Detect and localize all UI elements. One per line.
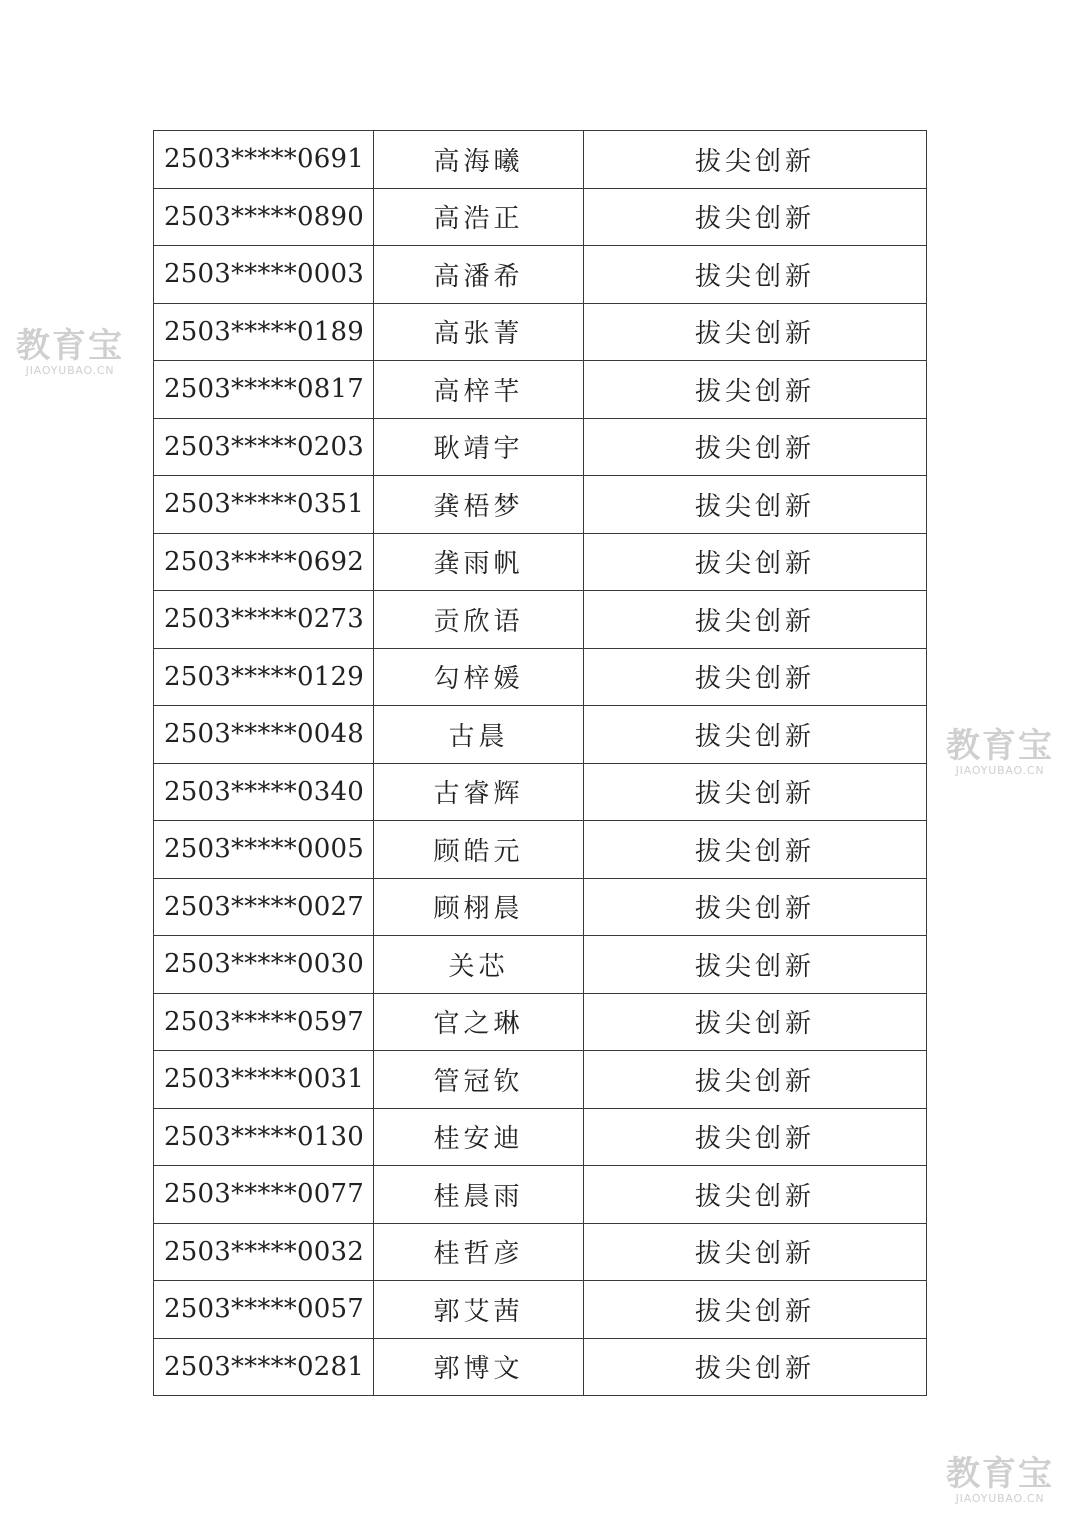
id-cell: 2503*****0189 — [154, 303, 374, 361]
name-cell: 龚梧梦 — [374, 476, 584, 534]
id-cell: 2503*****0692 — [154, 533, 374, 591]
table-row — [154, 303, 927, 361]
category-cell: 拔尖创新 — [584, 361, 927, 419]
id-cell: 2503*****0077 — [154, 1166, 374, 1224]
name-cell: 高海曦 — [374, 131, 584, 189]
id-cell: 2503*****0597 — [154, 993, 374, 1051]
watermark-logo — [16, 328, 124, 378]
id-cell: 2503*****0281 — [154, 1338, 374, 1396]
table-row — [154, 936, 927, 994]
id-cell: 2503*****0048 — [154, 706, 374, 764]
name-cell: 古睿辉 — [374, 763, 584, 821]
table-row — [154, 246, 927, 304]
table-row — [154, 591, 927, 649]
name-cell: 高潘希 — [374, 246, 584, 304]
table-row — [154, 763, 927, 821]
category-cell: 拔尖创新 — [584, 303, 927, 361]
category-cell: 拔尖创新 — [584, 821, 927, 879]
category-cell: 拔尖创新 — [584, 418, 927, 476]
id-cell: 2503*****0340 — [154, 763, 374, 821]
category-cell: 拔尖创新 — [584, 533, 927, 591]
category-cell: 拔尖创新 — [584, 1051, 927, 1109]
watermark-url: JIAOYUBAO.CN — [25, 364, 115, 377]
category-cell: 拔尖创新 — [584, 188, 927, 246]
name-cell: 勾梓媛 — [374, 648, 584, 706]
name-cell: 官之琳 — [374, 993, 584, 1051]
table-body — [154, 131, 927, 1396]
table-row — [154, 533, 927, 591]
category-cell: 拔尖创新 — [584, 1281, 927, 1339]
table-row — [154, 188, 927, 246]
name-cell: 桂安迪 — [374, 1108, 584, 1166]
id-cell: 2503*****0005 — [154, 821, 374, 879]
name-cell: 高张菁 — [374, 303, 584, 361]
table-row — [154, 1338, 927, 1396]
id-cell: 2503*****0030 — [154, 936, 374, 994]
name-cell: 顾栩晨 — [374, 878, 584, 936]
category-cell: 拔尖创新 — [584, 706, 927, 764]
name-cell: 郭博文 — [374, 1338, 584, 1396]
category-cell: 拔尖创新 — [584, 936, 927, 994]
id-cell: 2503*****0203 — [154, 418, 374, 476]
name-cell: 桂哲彦 — [374, 1223, 584, 1281]
id-cell: 2503*****0691 — [154, 131, 374, 189]
table-row — [154, 418, 927, 476]
name-cell: 贡欣语 — [374, 591, 584, 649]
id-cell: 2503*****0027 — [154, 878, 374, 936]
id-cell: 2503*****0351 — [154, 476, 374, 534]
category-cell: 拔尖创新 — [584, 993, 927, 1051]
admission-list-table — [153, 130, 927, 1396]
table-row — [154, 1166, 927, 1224]
category-cell: 拔尖创新 — [584, 476, 927, 534]
name-cell: 管冠钦 — [374, 1051, 584, 1109]
watermark-text: 教育宝 — [16, 326, 124, 366]
category-cell: 拔尖创新 — [584, 763, 927, 821]
id-cell: 2503*****0130 — [154, 1108, 374, 1166]
table-row — [154, 476, 927, 534]
name-cell: 耿靖宇 — [374, 418, 584, 476]
category-cell: 拔尖创新 — [584, 1108, 927, 1166]
name-cell: 龚雨帆 — [374, 533, 584, 591]
category-cell: 拔尖创新 — [584, 591, 927, 649]
table-row — [154, 993, 927, 1051]
name-cell: 高浩正 — [374, 188, 584, 246]
name-cell: 桂晨雨 — [374, 1166, 584, 1224]
table-row — [154, 1281, 927, 1339]
watermark-logo — [946, 1456, 1054, 1506]
name-cell: 郭艾茜 — [374, 1281, 584, 1339]
id-cell: 2503*****0031 — [154, 1051, 374, 1109]
id-cell: 2503*****0129 — [154, 648, 374, 706]
id-cell: 2503*****0817 — [154, 361, 374, 419]
table-row — [154, 131, 927, 189]
category-cell: 拔尖创新 — [584, 1223, 927, 1281]
id-cell: 2503*****0032 — [154, 1223, 374, 1281]
watermark-text: 教育宝 — [946, 1454, 1054, 1494]
id-cell: 2503*****0890 — [154, 188, 374, 246]
watermark-url: JIAOYUBAO.CN — [955, 764, 1045, 777]
table-row — [154, 648, 927, 706]
watermark-text: 教育宝 — [946, 726, 1054, 766]
table-row — [154, 1108, 927, 1166]
table-row — [154, 1051, 927, 1109]
category-cell: 拔尖创新 — [584, 1338, 927, 1396]
id-cell: 2503*****0273 — [154, 591, 374, 649]
category-cell: 拔尖创新 — [584, 246, 927, 304]
name-cell: 古晨 — [374, 706, 584, 764]
table-row — [154, 1223, 927, 1281]
category-cell: 拔尖创新 — [584, 131, 927, 189]
table-row — [154, 706, 927, 764]
table-row — [154, 361, 927, 419]
name-cell: 高梓芊 — [374, 361, 584, 419]
table-row — [154, 821, 927, 879]
id-cell: 2503*****0057 — [154, 1281, 374, 1339]
table-row — [154, 878, 927, 936]
category-cell: 拔尖创新 — [584, 1166, 927, 1224]
name-cell: 顾皓元 — [374, 821, 584, 879]
id-cell: 2503*****0003 — [154, 246, 374, 304]
category-cell: 拔尖创新 — [584, 878, 927, 936]
watermark-url: JIAOYUBAO.CN — [955, 1492, 1045, 1505]
watermark-logo — [946, 728, 1054, 778]
name-cell: 关芯 — [374, 936, 584, 994]
category-cell: 拔尖创新 — [584, 648, 927, 706]
